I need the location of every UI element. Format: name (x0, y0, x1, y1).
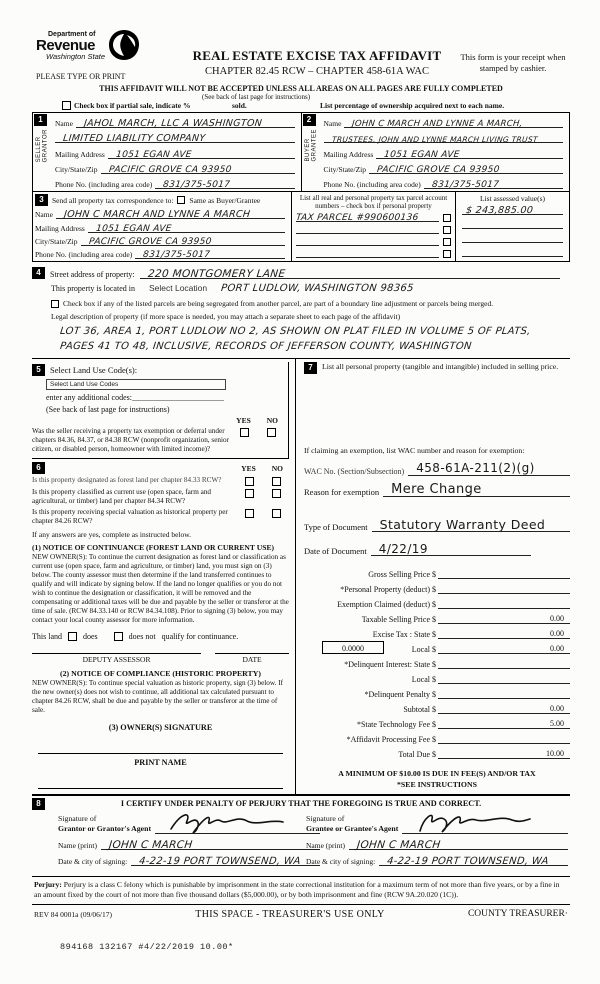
yes-header: YES (236, 416, 251, 425)
buyer-city-label: City/State/Zip (323, 164, 366, 174)
personal-property-blank-area[interactable] (304, 374, 570, 446)
corr-city-label: City/State/Zip (35, 236, 78, 246)
excise-tax-state-label: Excise Tax : State $ (372, 630, 436, 639)
form-number: REV 84 0001a (09/06/17) (34, 909, 112, 919)
seller-name-value-2: LIMITED LIABILITY COMPANY (62, 133, 206, 145)
located-in-label: This property is located in (51, 284, 135, 293)
personal-property-heading: List all personal property (tangible and intangible) included in selling price. (322, 362, 559, 371)
local-tax-label: Local $ (411, 645, 436, 654)
assessed-field-4[interactable] (462, 245, 563, 257)
exemption-question: Was the seller receiving a property tax exemption or deferral under chapters 84.36, 84.37, or 84.38 RCW (nonprofit organization, senior citizen, or disabled person, homeowner with limited income)? (32, 427, 229, 453)
current-use-question: Is this property classified as current use (open space, farm and agricultural, or timber) land per chapter 84.34 RCW? (32, 488, 212, 505)
grantor-date-city-value: 4-22-19 PORT TOWNSEND, WA (138, 856, 302, 868)
corr-city-value: PACIFIC GROVE CA 93950 (87, 236, 212, 247)
local-tax-field[interactable] (438, 642, 570, 654)
grantor-name-print-field[interactable] (101, 838, 320, 850)
personal-property-column (296, 359, 570, 794)
logo-dept-text: Department of (48, 31, 96, 38)
historical-no-checkbox[interactable] (272, 509, 281, 518)
excise-tax-state-value: 0.00 (550, 629, 564, 638)
parcel-checkbox-2[interactable] (443, 226, 451, 234)
notice-continuance-title: (1) NOTICE OF CONTINUANCE (FOREST LAND OR CURRENT USE) (32, 543, 275, 552)
exemption-intro: If claiming an exemption, list WAC number and reason for exemption: (304, 446, 525, 455)
reason-label: Reason for exemption (304, 487, 380, 497)
subtotal-value: 0.00 (550, 704, 564, 713)
legal-description-label: Legal description of property (if more space is needed, you may attach a separate sheet to each page of the affidavit) (51, 312, 401, 321)
street-address-value: 220 MONTGOMERY LANE (147, 268, 286, 280)
forest-yes-checkbox[interactable] (245, 477, 254, 486)
exemption-claimed-label: Exemption Claimed (deduct) $ (337, 600, 436, 609)
section-5-badge: 5 (32, 364, 45, 376)
form-header (32, 0, 570, 112)
notice-compliance-title: (2) NOTICE OF COMPLIANCE (HISTORIC PROPERTY) (60, 668, 261, 678)
minimum-fee-note: A MINIMUM OF $10.00 IS DUE IN FEE(S) AND/OR TAX (338, 769, 536, 778)
grantee-date-city-value: 4-22-19 PORT TOWNSEND, WA (386, 856, 550, 868)
ownership-note: List percentage of ownership acquired next to each name. (320, 101, 505, 110)
land-use-column (32, 359, 296, 794)
seller-mailing-value: 1051 EGAN AVE (115, 149, 192, 160)
wac-label: WAC No. (Section/Subsection) (304, 467, 405, 476)
logo-revenue-text: Revenue (36, 37, 96, 54)
grantee-name-print-value: JOHN C MARCH (356, 839, 442, 852)
cashier-stamp: 894168 132167 #4/22/2019 10.00* (60, 942, 234, 952)
grantor-signature (167, 809, 287, 835)
dor-logo (36, 31, 156, 66)
section-6 (32, 462, 289, 789)
perjury-notice (32, 876, 570, 905)
section-4-badge: 4 (32, 267, 45, 279)
exemption-claimed-field[interactable] (438, 597, 570, 609)
local-tax-value: 0.00 (550, 644, 564, 653)
assessed-field-3[interactable] (462, 231, 563, 243)
certify-statement: I CERTIFY UNDER PENALTY OF PERJURY THAT THE FOREGOING IS TRUE AND CORRECT. (120, 799, 482, 809)
corr-name-value: JOHN C MARCH AND LYNNE A MARCH (63, 209, 251, 221)
seller-city-field[interactable] (101, 162, 295, 174)
gross-selling-price-label: Gross Selling Price $ (368, 570, 436, 579)
type-of-document-label: Type of Document (304, 522, 368, 532)
if-any-note: If any answers are yes, complete as instructed below. (32, 530, 192, 539)
assessed-section (455, 192, 569, 261)
delinquent-interest-local-label: Local $ (411, 675, 436, 684)
section-3-badge: 3 (35, 194, 48, 206)
assessed-field-2[interactable] (462, 217, 563, 229)
corr-mailing-label: Mailing Address (35, 223, 85, 233)
corr-phone-field[interactable] (135, 247, 285, 259)
corr-mailing-value: 1051 EGAN AVE (95, 223, 172, 234)
see-back-note: (See back of last page for instructions) (202, 93, 311, 101)
seller-city-label: City/State/Zip (55, 164, 98, 174)
gross-selling-price-field[interactable] (438, 567, 570, 579)
date-of-document-label: Date of Document (304, 546, 367, 556)
delinquent-interest-local-field[interactable] (438, 672, 570, 684)
parcel-field-4[interactable] (296, 246, 439, 258)
wac-field[interactable] (408, 461, 570, 476)
personal-property-deduct-field[interactable] (438, 582, 570, 594)
correspondence-heading: Send all property tax correspondence to: (52, 195, 174, 205)
subtotal-label: Subtotal $ (403, 705, 436, 714)
seller-name-field-2[interactable] (55, 131, 295, 143)
buyer-phone-field[interactable] (424, 177, 563, 189)
type-of-document-field[interactable] (372, 517, 570, 532)
buyer-side-label: BUYER (304, 138, 311, 162)
parcel-checkbox-3[interactable] (443, 238, 451, 246)
warning-text: THIS AFFIDAVIT WILL NOT BE ACCEPTED UNLESS ALL AREAS ON ALL PAGES ARE FULLY COMPLETED (99, 84, 503, 93)
form-subtitle: CHAPTER 82.45 RCW – CHAPTER 458-61A WAC (205, 66, 429, 77)
same-as-buyer-label: Same as Buyer/Grantee (189, 195, 261, 205)
see-back-instructions: (See back of last page for instructions) (46, 405, 170, 414)
buyer-mailing-field[interactable] (376, 147, 563, 159)
reason-field[interactable] (383, 482, 570, 497)
grantee-date-city-label: Date & city of signing: (306, 857, 376, 867)
corr-name-field[interactable] (56, 207, 285, 219)
segregated-label: Check box if any of the listed parcels are being segregated from another parcel, are part of a boundary line adjustment or parcels being merged. (63, 299, 494, 308)
grantor-date-city-label: Date & city of signing: (58, 857, 128, 867)
parcel-checkbox-1[interactable] (443, 214, 451, 222)
forest-land-question: Is this property designated as forest land per chapter 84.33 RCW? (32, 476, 222, 484)
grantee-signature (414, 809, 534, 835)
corr-name-label: Name (35, 210, 53, 220)
excise-tax-state-field[interactable] (438, 627, 570, 639)
parcels-heading: List all real and personal property tax parcel account numbers – check box if personal property (299, 194, 448, 211)
section-1-badge: 1 (34, 114, 47, 126)
notice-continuance-body: NEW OWNER(S): To continue the current designation as forest land or classification as current use (open space, farm and agriculture, or timber) land, you must sign on (3) below. The county assessor must then determine if the land transferred continues to qualify and will indicate by signing below. If the land no longer qualifies or you do not wish to continue the designation or classification, it will be removed and the compensating or additional taxes will be due and payable by the seller or transferor at the time of sale. (RCW 84.33.140 or RCW 84.34.108). Prior to signing (3) below, you may contact your local county assessor for more information. (32, 553, 289, 625)
parcel-field-1[interactable] (296, 210, 439, 222)
buyer-phone-label: Phone No. (including area code) (323, 180, 421, 189)
corr-phone-value: 831/375-5017 (142, 250, 211, 260)
section-7-badge: 7 (304, 362, 317, 374)
section-6-badge: 6 (32, 462, 45, 474)
street-address-label: Street address of property: (50, 270, 135, 279)
local-rate-box[interactable]: 0.0000 (322, 641, 384, 654)
assessed-value-1: $ 243,885.00 (465, 205, 534, 216)
located-in-value: PORT LUDLOW, WASHINGTON 98365 (220, 283, 415, 294)
correspondence-section (33, 192, 291, 261)
historical-question: Is this property receiving special valuation as historical property per chapter 84.26 RCW? (32, 508, 228, 525)
notice-compliance-body: NEW OWNER(S): To continue special valuation as historic property, sign (3) below. If the new owner(s) does not wish to continue, all additional tax calculated pursuant to chapter 84.26 RCW, shall be due and payable by the seller or transferor at the time of sale. (32, 678, 283, 714)
grantee-signature-of-label: Signature of (306, 813, 345, 823)
reason-value: Mere Change (391, 482, 482, 497)
parcel-value-1: TAX PARCEL #990600136 (295, 213, 419, 224)
no-header-2: NO (271, 463, 283, 473)
parcel-checkbox-4[interactable] (443, 250, 451, 258)
date-of-document-field[interactable] (371, 541, 531, 556)
personal-property-deduct-label: *Personal Property (deduct) $ (340, 585, 436, 594)
date-of-document-value: 4/22/19 (378, 542, 428, 556)
partial-sale-label: Check box if partial sale, indicate % (74, 101, 191, 110)
same-as-buyer-checkbox[interactable] (177, 196, 185, 204)
seller-name-field[interactable] (76, 116, 295, 128)
does-not-checkbox[interactable] (114, 632, 123, 641)
exemption-no-checkbox[interactable] (267, 428, 276, 437)
no-header: NO (266, 416, 278, 425)
does-label: does (83, 631, 98, 641)
form-title: REAL ESTATE EXCISE TAX AFFIDAVIT (192, 48, 442, 63)
historical-yes-checkbox[interactable] (245, 509, 254, 518)
please-type-note: PLEASE TYPE OR PRINT (36, 72, 126, 81)
current-use-no-checkbox[interactable] (272, 489, 281, 498)
buyer-mailing-value: 1051 EGAN AVE (383, 149, 461, 160)
segregated-checkbox[interactable] (51, 300, 59, 308)
grantee-signature-field[interactable] (402, 810, 568, 834)
logo-state-text: Washington State (46, 52, 106, 61)
land-use-dropdown[interactable]: Select Land Use Codes (46, 379, 226, 390)
qualify-label: qualify for continuance. (161, 631, 239, 641)
see-instructions-note: *SEE INSTRUCTIONS (397, 779, 477, 789)
state-technology-fee-field[interactable] (438, 717, 570, 729)
section-2-badge: 2 (303, 114, 316, 126)
owners-signature-heading: (3) OWNER(S) SIGNATURE (108, 722, 213, 732)
perjury-prefix: Perjury: (34, 880, 62, 890)
parcel-field-3[interactable] (296, 234, 439, 246)
affidavit-processing-fee-label: *Affidavit Processing Fee $ (346, 735, 436, 744)
dor-swoosh-icon (107, 29, 141, 66)
form-footer (32, 905, 570, 924)
assessed-heading: List assessed value(s) (480, 194, 545, 203)
date-line[interactable]: DATE (215, 653, 289, 664)
corr-phone-label: Phone No. (including area code) (35, 250, 133, 259)
does-not-label: does not (128, 631, 156, 641)
does-checkbox[interactable] (68, 632, 77, 641)
seller-mailing-label: Mailing Address (55, 149, 105, 159)
buyer-name-value: JOHN C MARCH AND LYNNE A MARCH, (351, 119, 524, 129)
taxable-selling-price-field[interactable] (438, 612, 570, 624)
legal-description-line-2: PAGES 41 TO 48, INCLUSIVE, RECORDS OF JEFFERSON COUNTY, WASHINGTON (59, 341, 473, 352)
grantee-side-label: GRANTEE (311, 129, 318, 162)
property-section (32, 262, 570, 358)
section-8-badge: 8 (32, 798, 45, 810)
additional-codes-label: enter any additional codes:_______________________ (46, 393, 224, 402)
type-of-document-value: Statutory Warranty Deed (379, 517, 546, 532)
deputy-assessor-line[interactable]: DEPUTY ASSESSOR (32, 653, 201, 664)
sold-label: sold. (232, 101, 247, 110)
print-name-heading: PRINT NAME (134, 757, 187, 767)
buyer-mailing-label: Mailing Address (323, 149, 374, 159)
grantor-agent-label: Grantor or Grantor's Agent (58, 823, 152, 833)
current-use-yes-checkbox[interactable] (245, 489, 254, 498)
grantor-side-label: GRANTOR (42, 129, 49, 163)
delinquent-penalty-label: *Delinquent Penalty $ (364, 690, 436, 699)
section-5 (32, 362, 289, 459)
location-dropdown[interactable]: Select Location (148, 283, 208, 293)
buyer-phone-value: 831/375-5017 (431, 180, 500, 190)
parcel-field-2[interactable] (296, 222, 439, 234)
seller-name-value: JAHOL MARCH, LLC A WASHINGTON (83, 118, 263, 129)
grantor-signature-of-label: Signature of (58, 813, 97, 823)
seller-section (33, 113, 301, 191)
owners-signature-line[interactable] (38, 742, 283, 754)
state-technology-fee-value: 5.00 (550, 719, 564, 728)
total-due-value: 10.00 (546, 749, 564, 758)
corr-mailing-field[interactable] (88, 221, 285, 233)
grantor-date-city-field[interactable] (131, 854, 320, 866)
receipt-note: This form is your receipt when stamped by cashier. (460, 52, 566, 73)
grantee-name-print-field[interactable] (349, 838, 568, 850)
total-due-field[interactable] (438, 747, 570, 759)
total-due-label: Total Due $ (398, 750, 436, 759)
buyer-name-label: Name (323, 119, 342, 128)
excise-tax-table (304, 564, 570, 759)
seller-side-label: SELLER (36, 136, 42, 163)
wac-value: 458-61A-211(2)(g) (416, 461, 535, 475)
forest-no-checkbox[interactable] (272, 477, 281, 486)
certification-section (32, 796, 570, 876)
state-technology-fee-label: *State Technology Fee $ (356, 720, 436, 729)
seller-mailing-field[interactable] (108, 147, 295, 159)
seller-name-label: Name (55, 119, 73, 128)
seller-city-value: PACIFIC GROVE CA 93950 (107, 164, 232, 175)
seller-phone-value: 831/375-5017 (162, 180, 231, 190)
print-name-line[interactable] (38, 777, 283, 789)
seller-phone-field[interactable] (155, 177, 294, 189)
taxable-selling-price-label: Taxable Selling Price $ (361, 615, 436, 624)
county-treasurer-label: COUNTY TREASURER· (467, 909, 568, 920)
seller-phone-label: Phone No. (including area code) (55, 180, 153, 189)
grantee-name-print-label: Name (print) (306, 841, 345, 851)
exemption-yes-checkbox[interactable] (240, 428, 249, 437)
land-use-heading: Select Land Use Code(s): (50, 365, 138, 375)
grantor-name-print-value: JOHN C MARCH (108, 839, 194, 852)
buyer-name-field[interactable] (344, 116, 563, 128)
taxable-selling-price-value: 0.00 (550, 614, 564, 623)
buyer-section (301, 113, 570, 191)
street-address-field[interactable] (140, 267, 560, 279)
this-land-label: This land (32, 631, 62, 641)
affidavit-processing-fee-field[interactable] (438, 732, 570, 744)
assessed-field-1[interactable] (462, 203, 563, 215)
buyer-city-value: PACIFIC GROVE CA 93950 (376, 164, 501, 175)
buyer-name-field-2[interactable] (324, 131, 564, 143)
delinquent-penalty-field[interactable] (438, 687, 570, 699)
buyer-name-value-2: TRUSTEES, JOHN AND LYNNE MARCH LIVING TRUST (331, 135, 538, 145)
treasurer-space-label: THIS SPACE - TREASURER'S USE ONLY (195, 908, 385, 920)
corr-city-field[interactable] (81, 234, 286, 246)
perjury-body: Perjury is a class C felony which is punishable by imprisonment in the state correctional institution for a maximum term of not more than five years, or by a fine in an amount fixed by the court of not more than five thousand dollars ($5,000.00), or by both imprisonment and fine (RCW 9A.20.020 (1C)). (34, 880, 560, 899)
grantee-date-city-field[interactable] (379, 854, 568, 866)
buyer-city-field[interactable] (369, 162, 563, 174)
parcels-section (291, 192, 455, 261)
grantor-signature-field[interactable] (155, 810, 320, 834)
grantee-agent-label: Grantee or Grantee's Agent (306, 823, 399, 833)
delinquent-interest-state-label: *Delinquent Interest: State $ (344, 660, 436, 669)
grantor-name-print-label: Name (print) (58, 841, 97, 851)
legal-description-line-1: LOT 36, AREA 1, PORT LUDLOW NO 2, AS SHOWN ON PLAT FILED IN VOLUME 5 OF PLATS, (59, 326, 532, 337)
delinquent-interest-state-field[interactable] (438, 657, 570, 669)
yes-header-2: YES (241, 463, 256, 473)
partial-sale-checkbox[interactable] (62, 101, 71, 110)
subtotal-field[interactable] (438, 702, 570, 714)
